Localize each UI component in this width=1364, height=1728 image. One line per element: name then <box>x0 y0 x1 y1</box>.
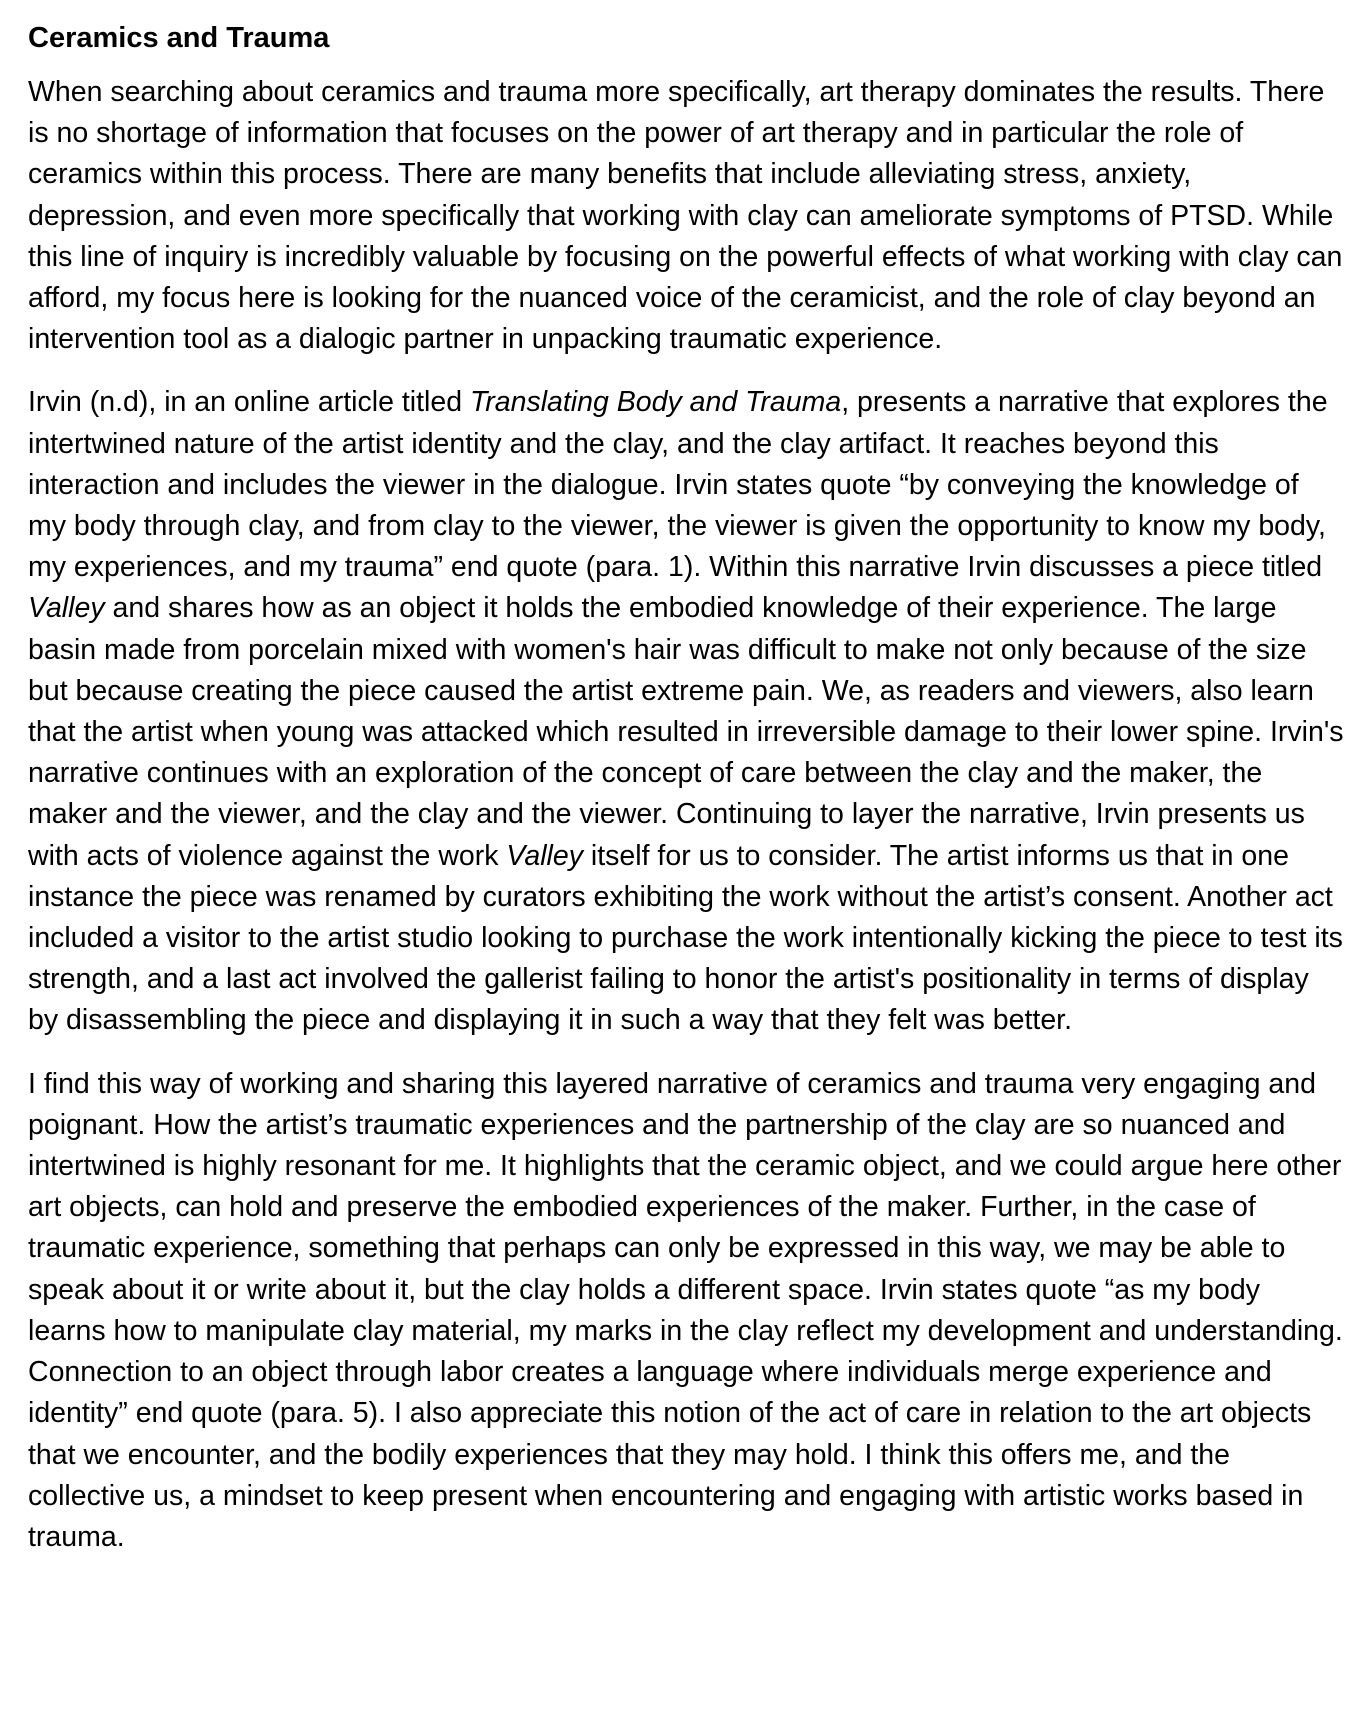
paragraph-2-text-b: , presents a narrative that explores the intertwined nature of the artist identity and the clay, and the clay artifact. It reaches beyond this interaction and includes the viewer in the dialogue. Irvin states quote “by conveying the knowledge of my body through clay, and from clay to the viewer, the viewer is given the opportunity to know my body, my experiences, and my trauma” end quote (para. 1). Within this narrative Irvin discusses a piece titled <box>28 386 1328 584</box>
artwork-title-italic: Valley <box>506 839 583 872</box>
paragraph-2 <box>28 382 1344 1041</box>
paragraph-2-text-a: Irvin (n.d), in an online article titled <box>28 386 470 419</box>
article-title-italic: Translating Body and Trauma <box>469 386 842 419</box>
document-title: Ceramics and Trauma <box>28 22 330 54</box>
paragraph-3: I find this way of working and sharing this layered narrative of ceramics and trauma very engaging and poignant. How the artist’s traumatic experiences and the partnership of the clay are so nuanced and intertwined is highly resonant for me. It highlights that the ceramic object, and we could argue here other art objects, can hold and preserve the embodied experiences of the maker. Further, in the case of traumatic experience, something that perhaps can only be expressed in this way, we may be able to speak about it or write about it, but the clay holds a different space. Irvin states quote “as my body learns how to manipulate clay material, my marks in the clay reflect my development and understanding. Connection to an object through labor creates a language where individuals merge experience and identity” end quote (para. 5). I also appreciate this notion of the act of care in relation to the art objects that we encounter, and the bodily experiences that they may hold. I think this offers me, and the collective us, a mindset to keep present when encountering and engaging with artistic works based in trauma. <box>28 1067 1343 1553</box>
paragraph-2-text-c: and shares how as an object it holds the embodied knowledge of their experience. The large basin made from porcelain mixed with women's hair was difficult to make not only because of the size but because creating the piece caused the artist extreme pain. We, as readers and viewers, also learn that the artist when young was attacked which resulted in irreversible damage to their lower spine. Irvin's narrative continues with an exploration of the concept of care between the clay and the maker, the maker and the viewer, and the clay and the viewer. Continuing to layer the narrative, Irvin presents us with acts of violence against the work <box>28 592 1344 872</box>
document-body <box>28 18 1344 1558</box>
paragraph-1: When searching about ceramics and trauma more specifically, art therapy dominates the results. There is no shortage of information that focuses on the power of art therapy and in particular the role of ceramics within this process. There are many benefits that include alleviating stress, anxiety, depression, and even more specifically that working with clay can ameliorate symptoms of PTSD. While this line of inquiry is incredibly valuable by focusing on the powerful effects of what working with clay can afford, my focus here is looking for the nuanced voice of the ceramicist, and the role of clay beyond an intervention tool as a dialogic partner in unpacking traumatic experience. <box>28 76 1343 356</box>
paragraph-2-text-d: itself for us to consider. The artist informs us that in one instance the piece was renamed by curators exhibiting the work without the artist’s consent. Another act included a visitor to the artist studio looking to purchase the work intentionally kicking the piece to test its strength, and a last act involved the gallerist failing to honor the artist's positionality in terms of display by disassembling the piece and displaying it in such a way that they felt was better. <box>28 839 1343 1037</box>
artwork-title-italic: Valley <box>28 592 105 625</box>
